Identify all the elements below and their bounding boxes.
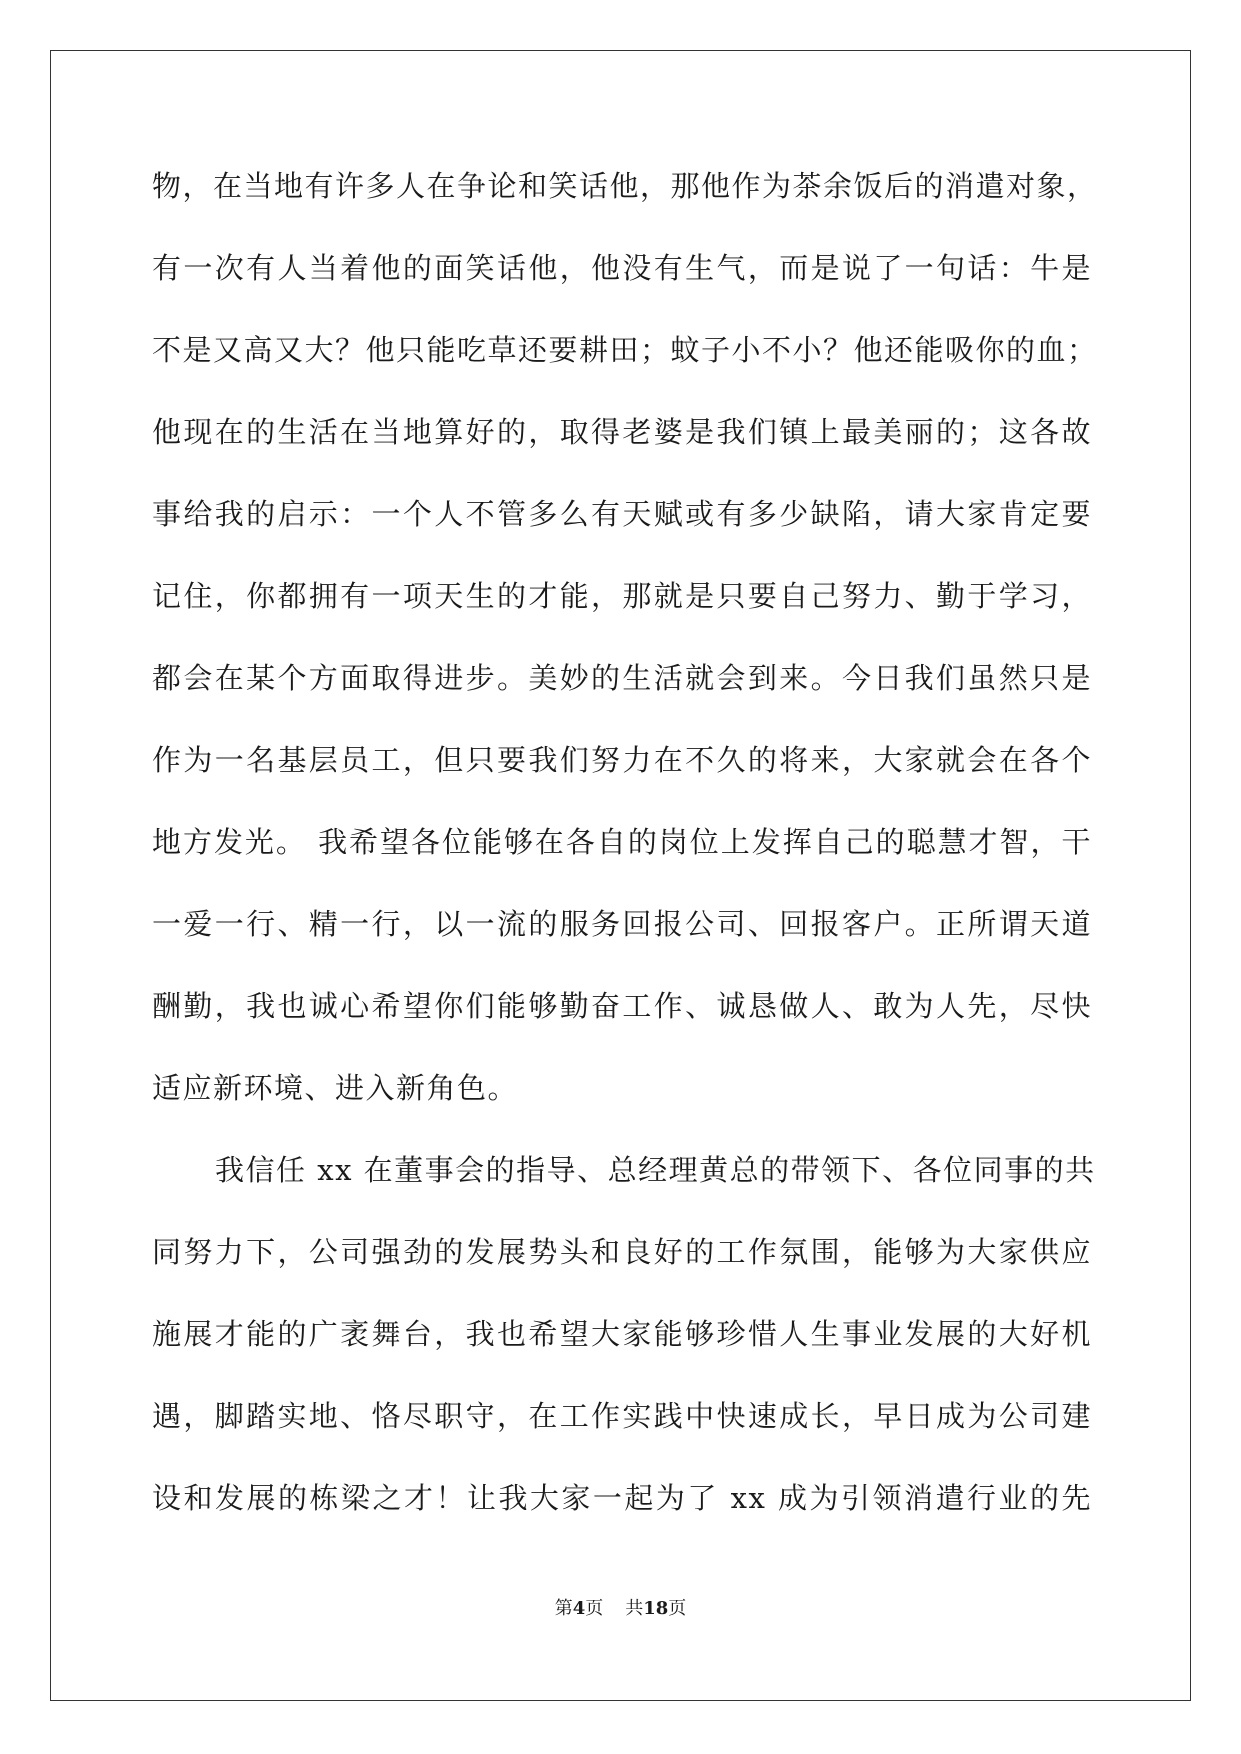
page-prefix: 第	[554, 1598, 573, 1619]
text-line: 事给我的启示：一个人不管多么有天赋或有多少缺陷，请大家肯定要	[152, 497, 1092, 531]
text-line: 酬勤，我也诚心希望你们能够勤奋工作、诚恳做人、敢为人先，尽快	[152, 989, 1092, 1023]
total-prefix: 共	[625, 1598, 644, 1619]
text-line: 遇，脚踏实地、恪尽职守，在工作实践中快速成长，早日成为公司建	[152, 1399, 1092, 1433]
total-pages: 18	[643, 1598, 669, 1619]
text-line: 施展才能的广袤舞台，我也希望大家能够珍惜人生事业发展的大好机	[152, 1317, 1092, 1351]
text-line: 都会在某个方面取得进步。美妙的生活就会到来。今日我们虽然只是	[152, 661, 1092, 695]
text-line: 设和发展的栋梁之才！让我大家一起为了 xx 成为引领消遣行业的先	[152, 1481, 1092, 1515]
text-line: 他现在的生活在当地算好的，取得老婆是我们镇上最美丽的；这各故	[152, 415, 1092, 449]
document-body	[152, 168, 1098, 1562]
page-number: 4	[572, 1598, 586, 1619]
text-line: 记住，你都拥有一项天生的才能，那就是只要自己努力、勤于学习，	[152, 579, 1092, 613]
page-footer	[0, 1594, 1241, 1620]
text-line: 一爱一行、精一行，以一流的服务回报公司、回报客户。正所谓天道	[152, 907, 1092, 941]
text-line: 物，在当地有许多人在争论和笑话他，那他作为茶余饭后的消遣对象，	[152, 169, 1098, 203]
text-line: 作为一名基层员工，但只要我们努力在不久的将来，大家就会在各个	[152, 743, 1092, 777]
total-suffix: 页	[668, 1598, 687, 1619]
text-line: 地方发光。 我希望各位能够在各自的岗位上发挥自己的聪慧才智，干	[152, 825, 1092, 859]
text-line: 适应新环境、进入新角色。	[152, 1071, 519, 1105]
text-line: 有一次有人当着他的面笑话他，他没有生气，而是说了一句话：牛是	[152, 251, 1092, 285]
paragraph-first-line: 我信任 xx 在董事会的指导、总经理黄总的带领下、各位同事的共	[215, 1153, 1096, 1187]
text-line: 不是又高又大？他只能吃草还要耕田；蚊子小不小？他还能吸你的血；	[152, 333, 1098, 367]
page-suffix: 页	[585, 1598, 604, 1619]
text-line: 同努力下，公司强劲的发展势头和良好的工作氛围，能够为大家供应	[152, 1235, 1092, 1269]
